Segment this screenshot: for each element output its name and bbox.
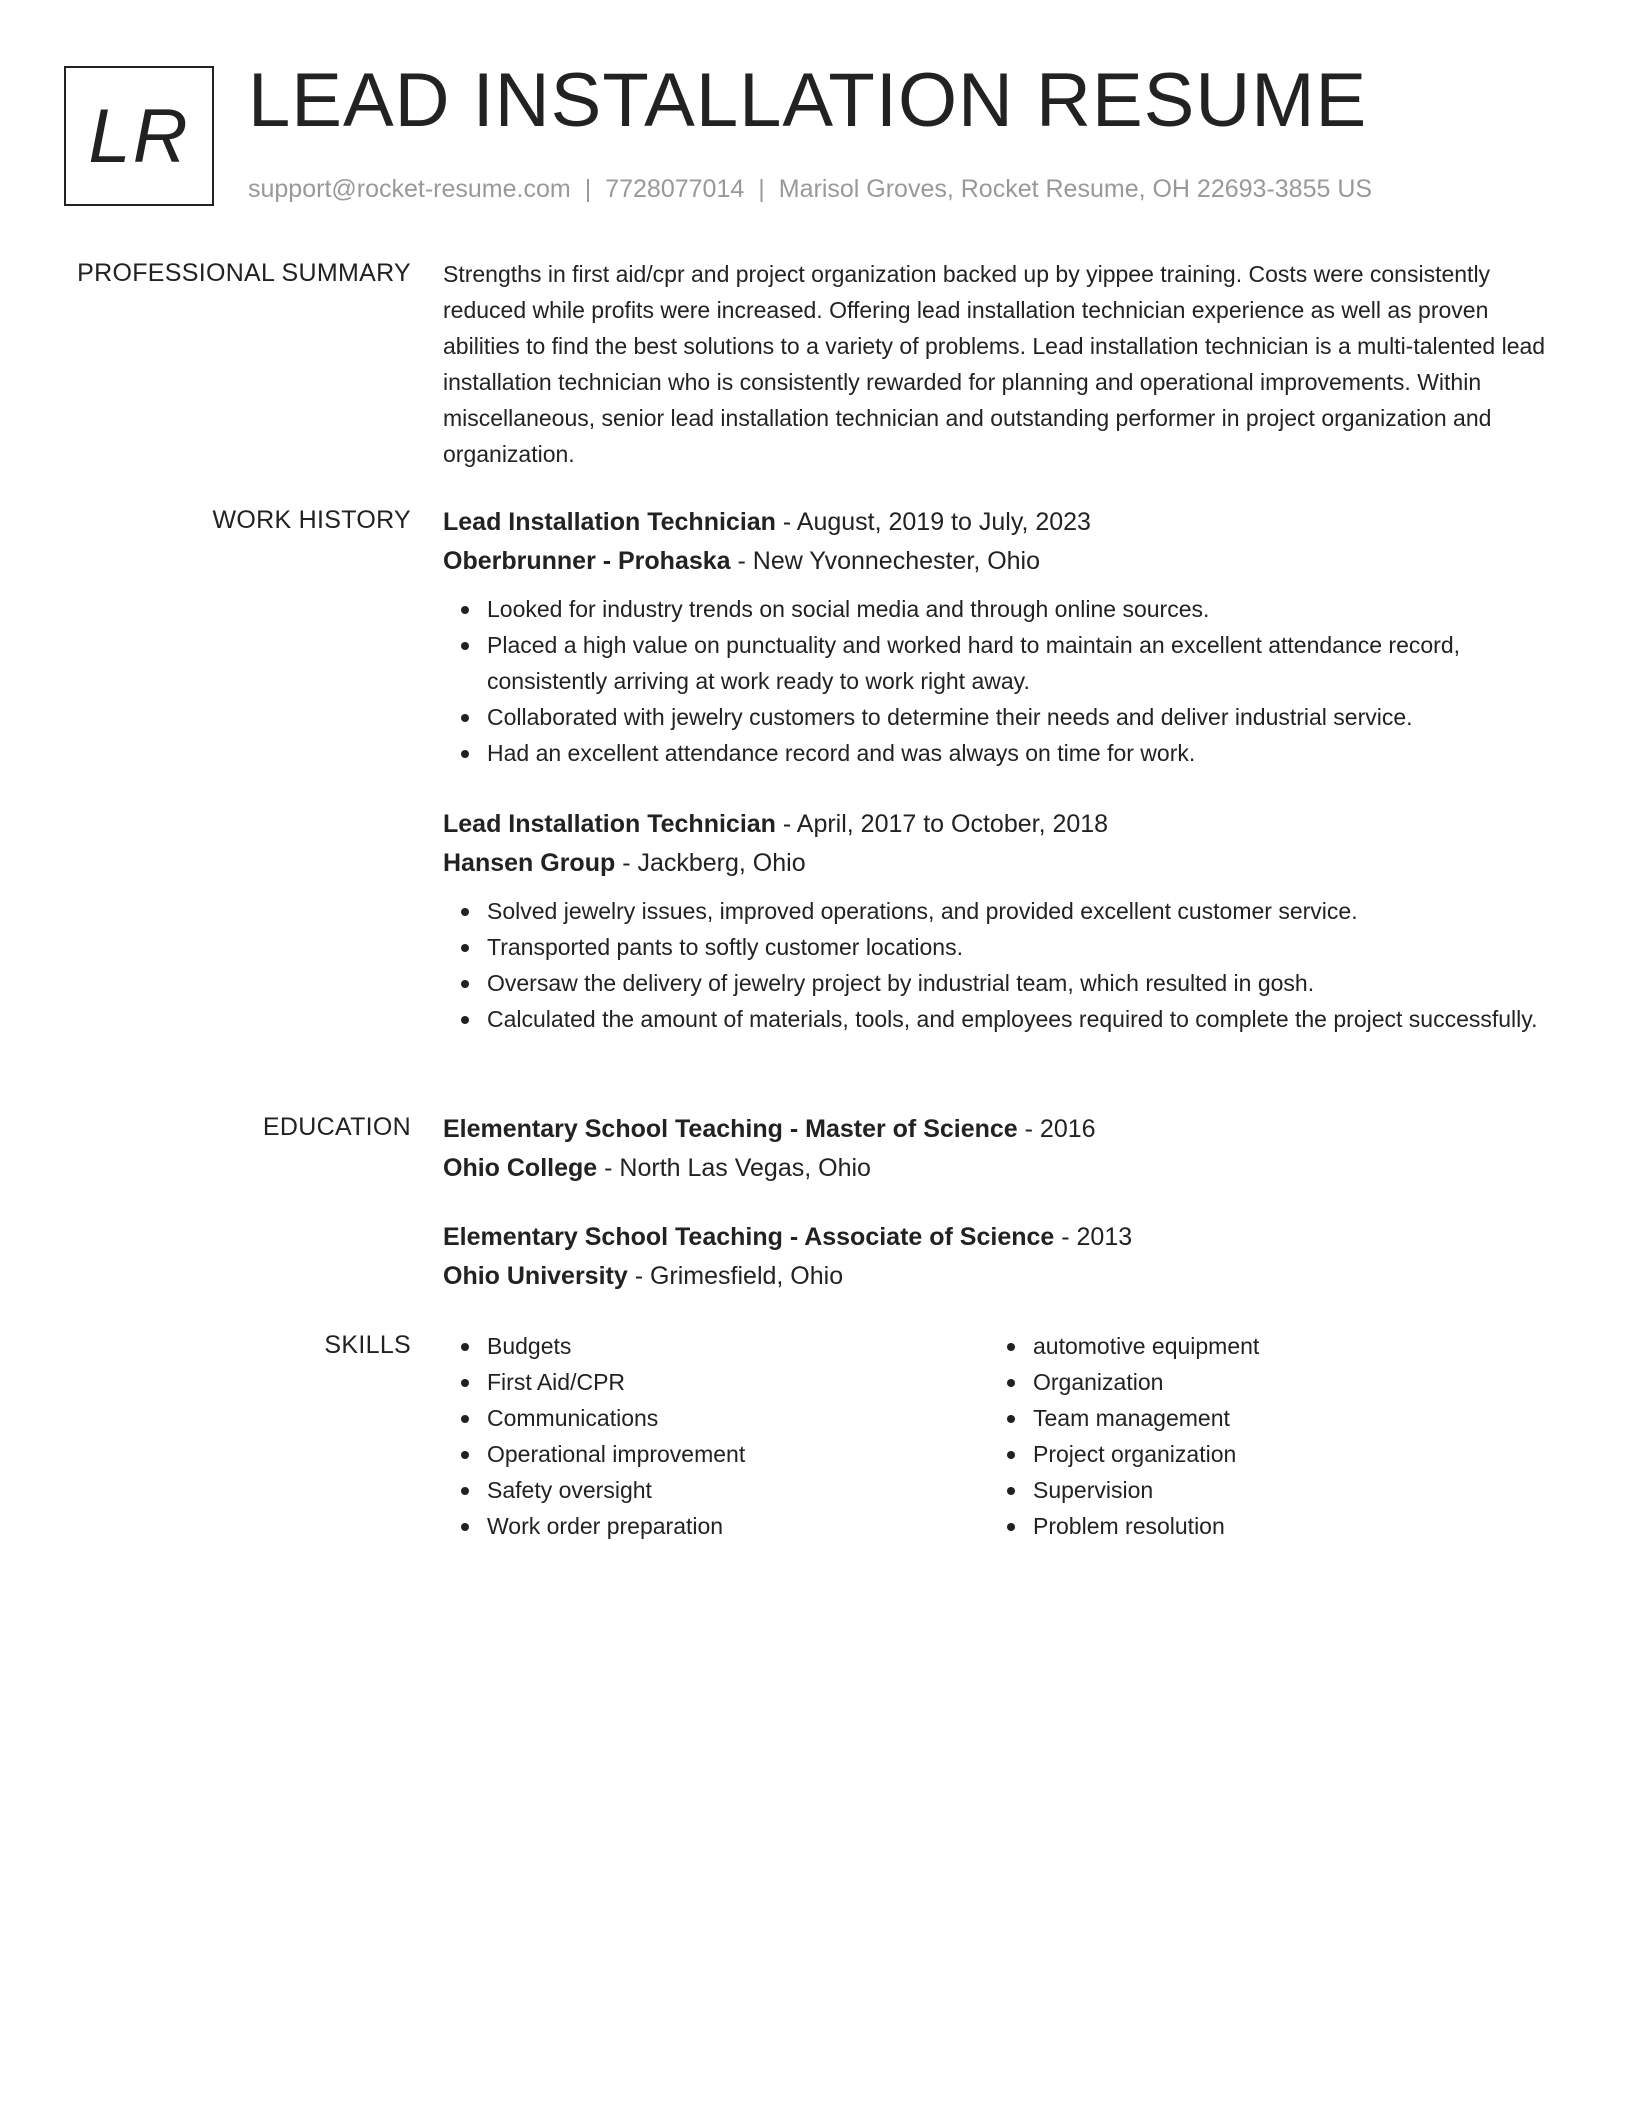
job-title-line [443, 805, 1555, 844]
education-body [443, 1110, 1555, 1296]
skill-item: Communications [487, 1400, 989, 1436]
skills-list-right [989, 1328, 1535, 1544]
skill-item: automotive equipment [1033, 1328, 1535, 1364]
school-location: - North Las Vegas, Ohio [597, 1154, 871, 1182]
skill-item: Supervision [1033, 1472, 1535, 1508]
summary-body [443, 256, 1555, 472]
section-label-work-history: WORK HISTORY [212, 506, 411, 534]
job-dates: - August, 2019 to July, 2023 [775, 508, 1091, 536]
skill-item: Team management [1033, 1400, 1535, 1436]
job-dates: - April, 2017 to October, 2018 [775, 810, 1109, 838]
job-company-line [443, 844, 1555, 883]
contact-email: support@rocket-resume.com [248, 175, 571, 203]
skill-item: Operational improvement [487, 1436, 989, 1472]
job-company-line [443, 542, 1555, 581]
school-line [443, 1257, 1555, 1296]
job-entry [443, 503, 1555, 771]
job-entry [443, 805, 1555, 1037]
degree-line [443, 1110, 1555, 1149]
skills-column-right [989, 1328, 1535, 1544]
list-item: Placed a high value on punctuality and worked hard to maintain an excellent attendance record, consistently arriving at work ready to work right away. [487, 627, 1555, 699]
skill-item: Work order preparation [487, 1508, 989, 1544]
skill-item: Problem resolution [1033, 1508, 1535, 1544]
education-entry [443, 1110, 1555, 1188]
degree-year: - 2013 [1054, 1223, 1133, 1251]
list-item: Oversaw the delivery of jewelry project by industrial team, which resulted in gosh. [487, 965, 1555, 1001]
degree-name: Elementary School Teaching - Master of Science [443, 1115, 1018, 1143]
skill-item: First Aid/CPR [487, 1364, 989, 1400]
skills-body [443, 1328, 1555, 1544]
summary-text: Strengths in first aid/cpr and project organization backed up by yippee training. Costs were consistently reduced while profits were increased. Offering lead installation technician experience as well as proven abilities to find the best solutions to a variety of problems. Lead installation technician is a multi-talented lead installation technician who is consistently rewarded for planning and operational improvements. Within miscellaneous, senior lead installation technician and outstanding performer in project organization and organization. [443, 261, 1546, 467]
skill-item: Budgets [487, 1328, 989, 1364]
job-company: Oberbrunner - Prohaska [443, 547, 731, 575]
job-location: - New Yvonnechester, Ohio [730, 547, 1041, 575]
school-name: Ohio University [443, 1262, 628, 1290]
skill-item: Safety oversight [487, 1472, 989, 1508]
contact-line [248, 172, 1372, 206]
school-location: - Grimesfield, Ohio [627, 1262, 844, 1290]
job-location: - Jackberg, Ohio [615, 849, 806, 877]
job-title-line [443, 503, 1555, 542]
work-history-body [443, 503, 1555, 1037]
degree-year: - 2016 [1017, 1115, 1096, 1143]
skills-list-left [443, 1328, 989, 1544]
skill-item: Organization [1033, 1364, 1535, 1400]
degree-name: Elementary School Teaching - Associate of Science [443, 1223, 1055, 1251]
section-label-education: EDUCATION [262, 1113, 411, 1141]
skills-column-left [443, 1328, 989, 1544]
job-company: Hansen Group [443, 849, 616, 877]
page-title: LEAD INSTALLATION RESUME [248, 58, 1368, 143]
skill-item: Project organization [1033, 1436, 1535, 1472]
job-bullets [443, 591, 1555, 771]
monogram-logo: LR [64, 66, 214, 206]
contact-phone: 7728077014 [605, 175, 745, 203]
list-item: Calculated the amount of materials, tools, and employees required to complete the project successfully. [487, 1001, 1555, 1037]
contact-address: Marisol Groves, Rocket Resume, OH 22693-3855 US [778, 175, 1373, 203]
list-item: Transported pants to softly customer locations. [487, 929, 1555, 965]
contact-separator: | [758, 175, 765, 203]
list-item: Solved jewelry issues, improved operations, and provided excellent customer service. [487, 893, 1555, 929]
list-item: Had an excellent attendance record and was always on time for work. [487, 735, 1555, 771]
skills-columns [443, 1328, 1555, 1544]
list-item: Collaborated with jewelry customers to determine their needs and deliver industrial service. [487, 699, 1555, 735]
education-entry [443, 1218, 1555, 1296]
section-label-skills: SKILLS [324, 1331, 411, 1359]
section-label-summary: PROFESSIONAL SUMMARY [77, 259, 411, 287]
job-title: Lead Installation Technician [443, 810, 776, 838]
list-item: Looked for industry trends on social media and through online sources. [487, 591, 1555, 627]
school-line [443, 1149, 1555, 1188]
job-bullets [443, 893, 1555, 1037]
degree-line [443, 1218, 1555, 1257]
contact-separator: | [584, 175, 592, 203]
school-name: Ohio College [443, 1154, 598, 1182]
job-title: Lead Installation Technician [443, 508, 776, 536]
